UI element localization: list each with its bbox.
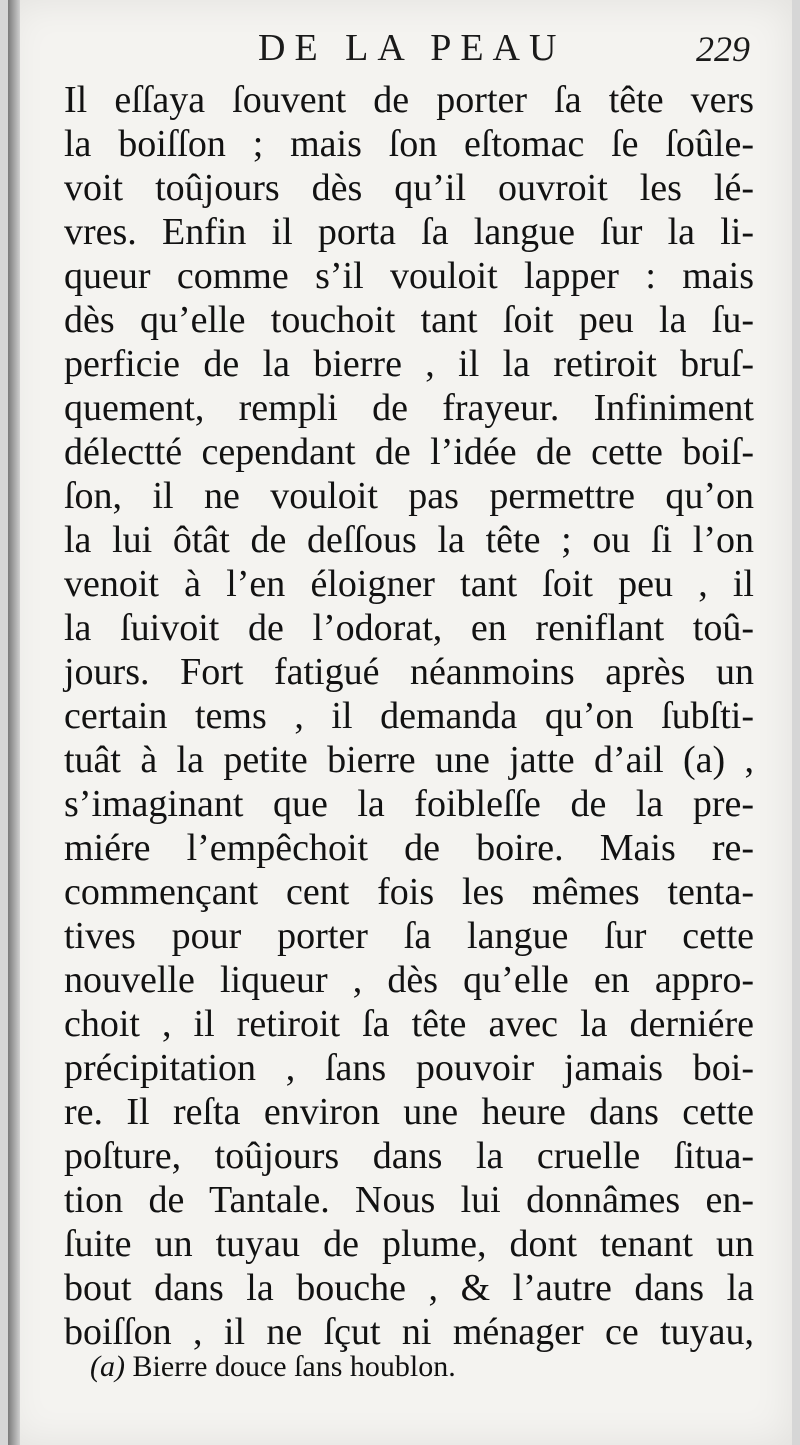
- running-head: [258, 26, 752, 76]
- text-line: Il eſſaya ſouvent de porter ſa tête vers: [64, 79, 754, 121]
- text-line: re. Il reſta environ une heure dans cette: [64, 1091, 754, 1133]
- text-line: s’imaginant que la foibleſſe de la pre-: [64, 783, 754, 825]
- text-line: tion de Tantale. Nous lui donnâmes en-: [64, 1179, 754, 1221]
- text-line: quement, rempli de frayeur. Infiniment: [64, 387, 754, 429]
- footnote-mark: (a): [90, 1350, 125, 1383]
- text-line: voit toûjours dès qu’il ouvroit les lé-: [64, 167, 754, 209]
- main-text-block: [64, 78, 754, 1354]
- text-line: venoit à l’en éloigner tant ſoit peu , il: [64, 563, 754, 605]
- text-line: bout dans la bouche , & l’autre dans la: [64, 1267, 754, 1309]
- text-line: précipitation , ſans pouvoir jamais boi-: [64, 1047, 754, 1089]
- text-line: queur comme s’il vouloit lapper : mais: [64, 255, 754, 297]
- text-line: choit , il retiroit ſa tête avec la derniére: [64, 1003, 754, 1045]
- text-line: certain tems , il demanda qu’on ſubſti-: [64, 695, 754, 737]
- footnote-text: Bierre douce ſans houblon.: [132, 1350, 456, 1383]
- text-line: miére l’empêchoit de boire. Mais re-: [64, 827, 754, 869]
- book-page: [8, 0, 792, 1445]
- text-line: commençant cent fois les mêmes tenta-: [64, 871, 754, 913]
- footnote: [90, 1350, 590, 1384]
- text-line: la ſuivoit de l’odorat, en reniflant toû-: [64, 607, 754, 649]
- text-line: tuât à la petite bierre une jatte d’ail (a) ,: [64, 739, 754, 781]
- text-line: dès qu’elle touchoit tant ſoit peu la ſu-: [64, 299, 754, 341]
- text-line: la boiſſon ; mais ſon eſtomac ſe ſoûle-: [64, 123, 754, 165]
- text-line: nouvelle liqueur , dès qu’elle en appro-: [64, 959, 754, 1001]
- text-line: boiſſon , il ne ſçut ni ménager ce tuyau,: [64, 1311, 754, 1353]
- text-line: la lui ôtât de deſſous la tête ; ou ſi l’on: [64, 519, 754, 561]
- text-line: tives pour porter ſa langue ſur cette: [64, 915, 754, 957]
- text-line: poſture, toûjours dans la cruelle ſitua-: [64, 1135, 754, 1177]
- text-line: jours. Fort fatigué néanmoins après un: [64, 651, 754, 693]
- text-line: vres. Enfin il porta ſa langue ſur la li-: [64, 211, 754, 253]
- text-line: ſon, il ne vouloit pas permettre qu’on: [64, 475, 754, 517]
- text-line: perficie de la bierre , il la retiroit bruſ-: [64, 343, 754, 385]
- page-gutter-shadow: [8, 0, 20, 1445]
- text-line: ſuite un tuyau de plume, dont tenant un: [64, 1223, 754, 1265]
- text-line: délectté cependant de l’idée de cette boiſ-: [64, 431, 754, 473]
- running-head-title: DE LA PEAU: [258, 27, 566, 69]
- page-number: 229: [696, 29, 750, 69]
